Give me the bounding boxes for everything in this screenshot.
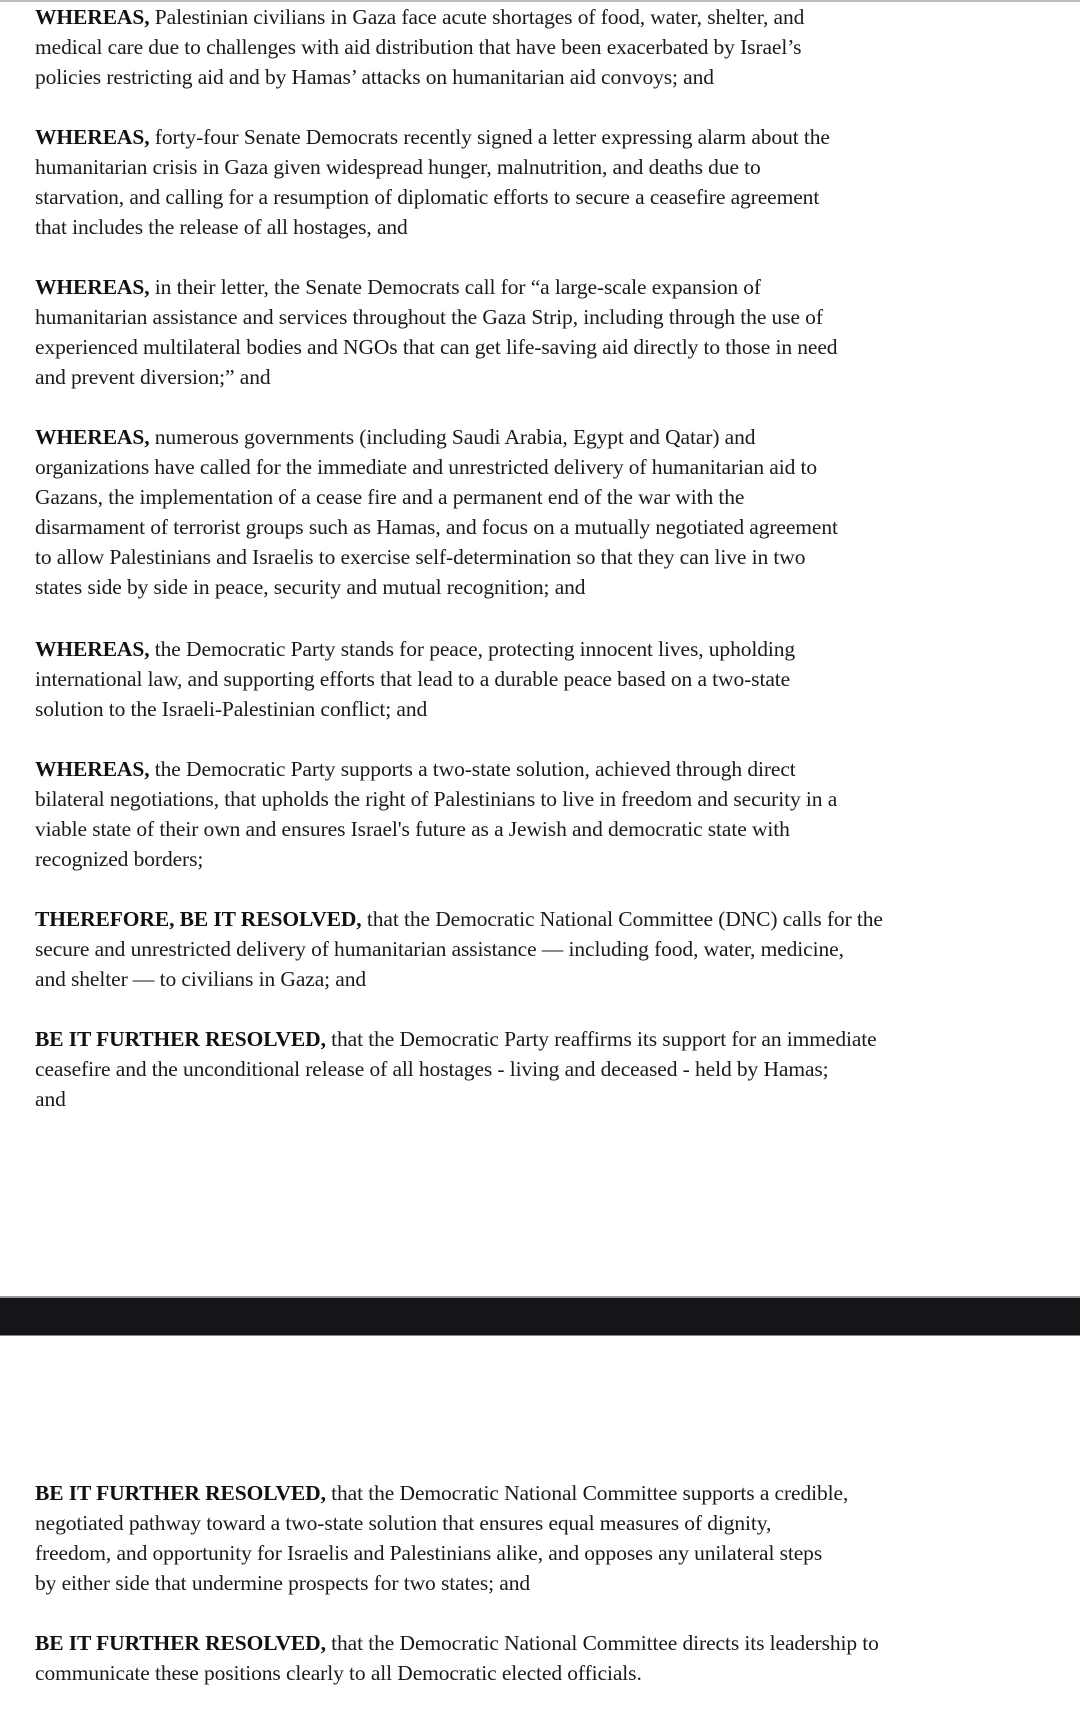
paragraph-line: international law, and supporting efforts that lead to a durable peace based on a two-state — [35, 667, 791, 691]
paragraph-text — [35, 272, 1035, 392]
paragraph-whereas-1 — [35, 2, 1035, 92]
paragraph-lead: WHEREAS, — [35, 125, 150, 149]
paragraph-whereas-4 — [35, 422, 1035, 602]
paragraph-line: experienced multilateral bodies and NGOs that can get life-saving aid directly to those in need — [35, 335, 838, 359]
paragraph-line: secure and unrestricted delivery of humanitarian assistance — including food, water, medicine, — [35, 937, 844, 961]
paragraph-line: medical care due to challenges with aid distribution that have been exacerbated by Israel’s — [35, 35, 802, 59]
paragraph-further-resolved-1 — [35, 1024, 1035, 1114]
page-break-band — [0, 1296, 1080, 1336]
paragraph-line: Gazans, the implementation of a cease fire and a permanent end of the war with the — [35, 485, 745, 509]
paragraph-lead: WHEREAS, — [35, 425, 150, 449]
paragraph-line: that the Democratic National Committee supports a credible, — [331, 1481, 849, 1505]
paragraph-text — [35, 422, 1035, 602]
paragraph-line: forty-four Senate Democrats recently signed a letter expressing alarm about the — [154, 125, 830, 149]
paragraph-line: organizations have called for the immediate and unrestricted delivery of humanitarian aid to — [35, 455, 818, 479]
paragraph-line: viable state of their own and ensures Israel's future as a Jewish and democratic state with — [35, 817, 790, 841]
paragraph-line: that the Democratic National Committee directs its leadership to — [331, 1631, 879, 1655]
paragraph-line: negotiated pathway toward a two-state solution that ensures equal measures of dignity, — [35, 1511, 772, 1535]
paragraph-text — [35, 1628, 1035, 1688]
paragraph-lead: THEREFORE, BE IT RESOLVED, — [35, 907, 362, 931]
paragraph-text — [35, 2, 1035, 92]
paragraph-line: states side by side in peace, security and mutual recognition; and — [35, 575, 586, 599]
paragraph-line: the Democratic Party supports a two-state solution, achieved through direct — [154, 757, 796, 781]
paragraph-line: that includes the release of all hostages, and — [35, 215, 408, 239]
paragraph-whereas-2 — [35, 122, 1035, 242]
paragraph-line: to allow Palestinians and Israelis to exercise self-determination so that they can live in two — [35, 545, 806, 569]
paragraph-lead: WHEREAS, — [35, 275, 150, 299]
paragraph-further-resolved-3 — [35, 1628, 1035, 1688]
paragraph-whereas-5 — [35, 634, 1035, 724]
paragraph-line: the Democratic Party stands for peace, protecting innocent lives, upholding — [154, 637, 796, 661]
paragraph-line: Palestinian civilians in Gaza face acute shortages of food, water, shelter, and — [154, 5, 805, 29]
paragraph-therefore-resolved — [35, 904, 1035, 994]
paragraph-line: and prevent diversion;” and — [35, 365, 271, 389]
paragraph-whereas-6 — [35, 754, 1035, 874]
paragraph-line: policies restricting aid and by Hamas’ attacks on humanitarian aid convoys; and — [35, 65, 714, 89]
paragraph-line: humanitarian assistance and services throughout the Gaza Strip, including through the use of — [35, 305, 823, 329]
paragraph-line: communicate these positions clearly to all Democratic elected officials. — [35, 1661, 642, 1685]
paragraph-lead: BE IT FURTHER RESOLVED, — [35, 1481, 326, 1505]
paragraph-line: numerous governments (including Saudi Arabia, Egypt and Qatar) and — [154, 425, 756, 449]
paragraph-text — [35, 904, 1035, 994]
paragraph-text — [35, 1478, 1035, 1598]
paragraph-line: and — [35, 1087, 66, 1111]
paragraph-lead: WHEREAS, — [35, 5, 150, 29]
paragraph-text — [35, 1024, 1035, 1114]
paragraph-line: ceasefire and the unconditional release of all hostages - living and deceased - held by Hamas; — [35, 1057, 829, 1081]
paragraph-line: solution to the Israeli-Palestinian conflict; and — [35, 697, 428, 721]
paragraph-line: that the Democratic National Committee (DNC) calls for the — [366, 907, 883, 931]
paragraph-text — [35, 634, 1035, 724]
paragraph-text — [35, 122, 1035, 242]
paragraph-line: that the Democratic Party reaffirms its support for an immediate — [331, 1027, 877, 1051]
paragraph-line: starvation, and calling for a resumption of diplomatic efforts to secure a ceasefire agreement — [35, 185, 820, 209]
paragraph-line: humanitarian crisis in Gaza given widespread hunger, malnutrition, and deaths due to — [35, 155, 761, 179]
paragraph-line: freedom, and opportunity for Israelis and Palestinians alike, and opposes any unilateral steps — [35, 1541, 823, 1565]
paragraph-line: by either side that undermine prospects for two states; and — [35, 1571, 531, 1595]
paragraph-text — [35, 754, 1035, 874]
paragraph-line: disarmament of terrorist groups such as Hamas, and focus on a mutually negotiated agreement — [35, 515, 838, 539]
paragraph-further-resolved-2 — [35, 1478, 1035, 1598]
paragraph-lead: BE IT FURTHER RESOLVED, — [35, 1631, 326, 1655]
paragraph-line: and shelter — to civilians in Gaza; and — [35, 967, 367, 991]
paragraph-line: recognized borders; — [35, 847, 204, 871]
paragraph-lead: WHEREAS, — [35, 637, 150, 661]
paragraph-lead: BE IT FURTHER RESOLVED, — [35, 1027, 326, 1051]
paragraph-lead: WHEREAS, — [35, 757, 150, 781]
paragraph-line: in their letter, the Senate Democrats call for “a large-scale expansion of — [154, 275, 761, 299]
paragraph-line: bilateral negotiations, that upholds the right of Palestinians to live in freedom and security in a — [35, 787, 838, 811]
paragraph-whereas-3 — [35, 272, 1035, 392]
